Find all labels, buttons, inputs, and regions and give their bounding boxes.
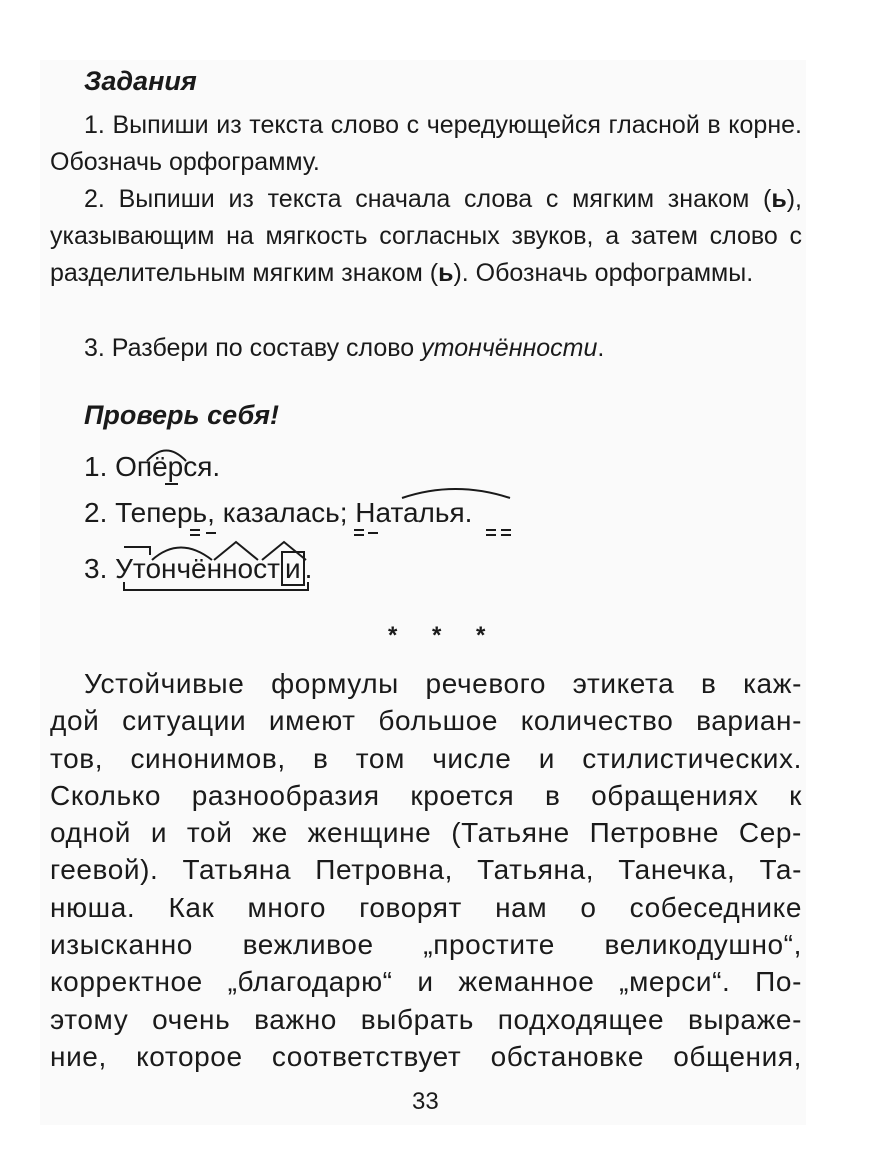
answer-3-ending-box: и — [281, 551, 305, 586]
answer-3-base: Утончённост — [115, 553, 280, 584]
task-2 — [50, 181, 802, 292]
task-3-text-c: . — [597, 334, 605, 362]
answer-2-words: Теперь, казалась; Наталья. — [115, 497, 473, 528]
answer-3 — [84, 553, 312, 585]
tasks-heading: Задания — [84, 66, 197, 96]
body-line: одной и той же женщине (Татьяне Петровне Сер- — [50, 817, 802, 849]
answer-3-dot: . — [304, 553, 313, 584]
answer-1 — [84, 451, 220, 483]
answer-1-word: Опёрся. — [115, 451, 221, 482]
task-2-text-e: ). Обозначь орфограммы. — [453, 259, 754, 287]
task-2-text-c: ), указывающим на мягкость согласных звуков, а затем слово с разделительным мягким знаком ( — [50, 185, 802, 287]
body-line: геевой). Татьяна Петровна, Татьяна, Танечка, Та- — [50, 854, 802, 886]
body-line: ние, которое соответствует обстановке общения, — [50, 1040, 802, 1072]
body-line: Устойчивые формулы речевого этикета в каж- — [84, 668, 802, 699]
body-line: Сколько разнообразия кроется в обращениях к — [50, 779, 802, 811]
answer-2 — [84, 497, 472, 529]
body-line: этому очень важно выбрать подходящее выраже- — [50, 1003, 802, 1035]
body-line: нюша. Как много говорят нам о собеседнике — [50, 891, 802, 923]
task-3-word: утончённости — [421, 334, 598, 362]
task-1-text: 1. Выпиши из текста слово с чередующейся гласной в корне. Обозначь орфограмму. — [50, 111, 802, 176]
task-2-soft-sign-2: ь — [438, 259, 454, 287]
answer-3-number: 3. — [84, 553, 108, 584]
check-heading: Проверь себя! — [84, 400, 280, 430]
page-number: 33 — [412, 1088, 439, 1115]
body-line: дой ситуации имеют большое количество вариан- — [50, 705, 802, 737]
task-2-soft-sign-1: ь — [771, 185, 787, 213]
answer-1-number: 1. — [84, 451, 108, 482]
section-separator: * * * — [388, 622, 500, 649]
body-line: тов, синонимов, в том числе и стилистических. — [50, 742, 802, 774]
answer-2-number: 2. — [84, 497, 108, 528]
body-line: корректное „благодарю“ и жеманное „мерси“. По- — [50, 966, 802, 998]
task-3-text-a: 3. Разбери по составу слово — [84, 334, 422, 362]
body-paragraph — [50, 665, 802, 1075]
task-2-text-a: 2. Выпиши из текста сначала слова с мягким знаком ( — [84, 185, 772, 213]
body-line: изысканно вежливое „простите великодушно“, — [50, 929, 802, 961]
task-1 — [50, 107, 802, 181]
task-3 — [50, 330, 802, 367]
